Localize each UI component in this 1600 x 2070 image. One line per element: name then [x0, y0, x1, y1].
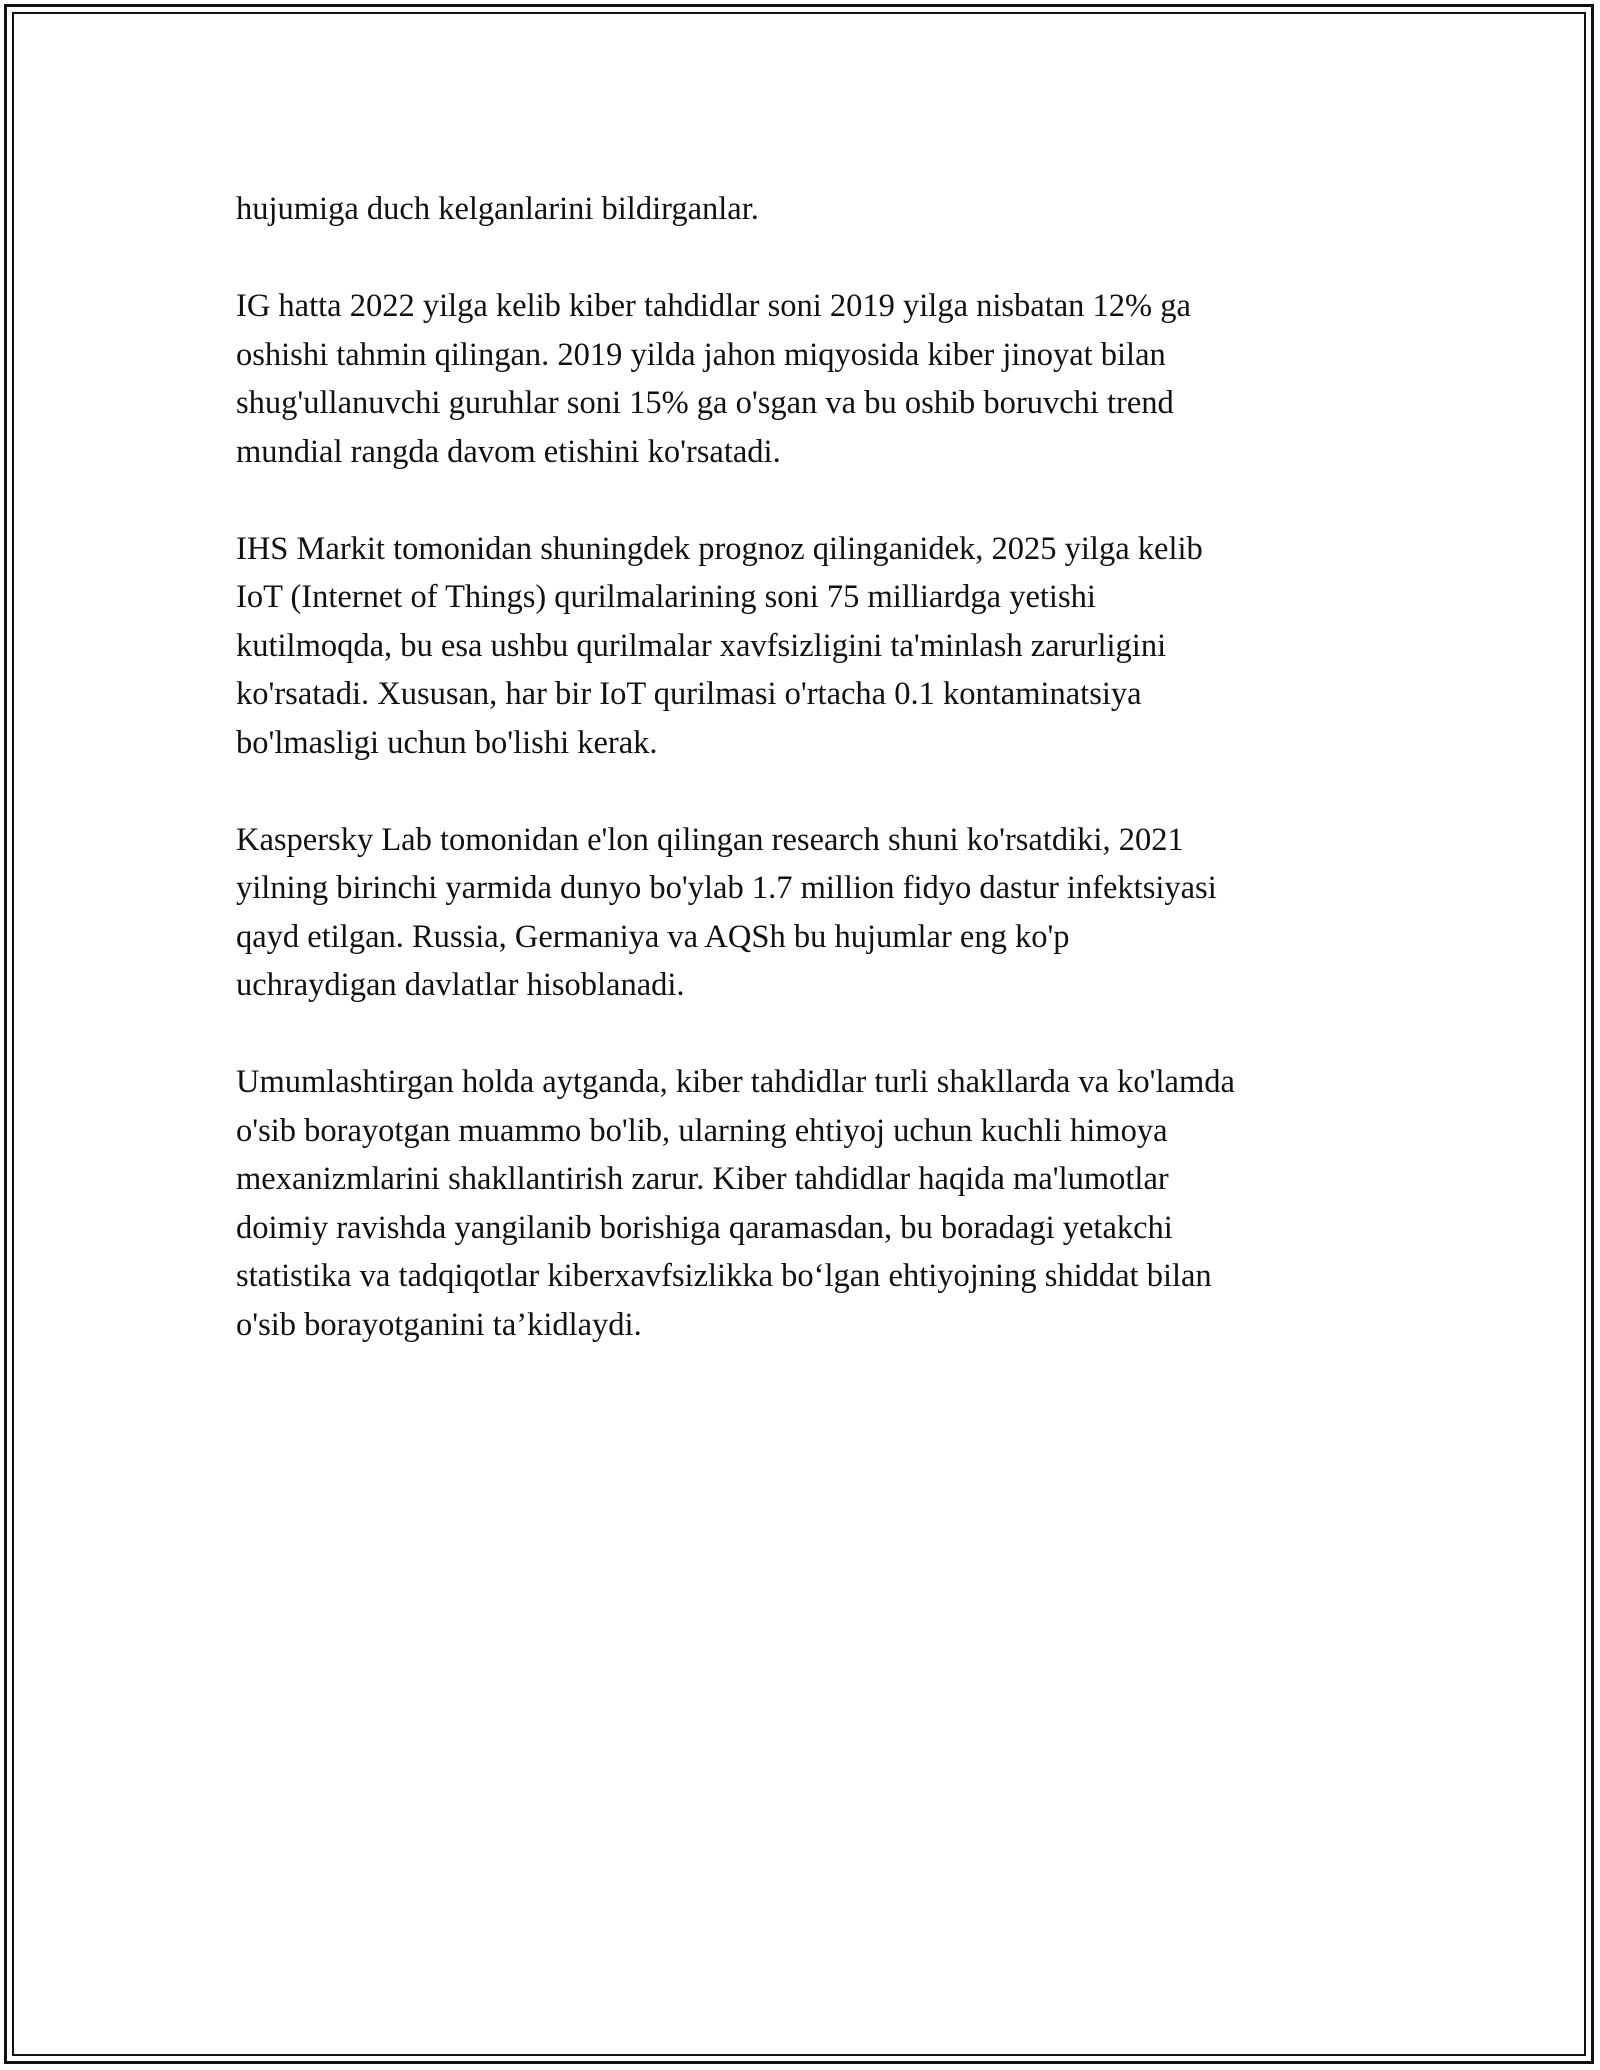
paragraph-5	[236, 1058, 1386, 1349]
text-line: Umumlashtirgan holda aytganda, kiber tahdidlar turli shakllarda va ko'lamda	[236, 1064, 1235, 1100]
text-line: IG hatta 2022 yilga kelib kiber tahdidlar soni 2019 yilga nisbatan 12% ga	[236, 288, 1191, 324]
text-line: Kaspersky Lab tomonidan e'lon qilingan research shuni ko'rsatdiki, 2021	[236, 821, 1184, 858]
text-line: mexanizmlarini shakllantirish zarur. Kiber tahdidlar haqida ma'lumotlar	[236, 1161, 1169, 1197]
paragraph-2	[236, 282, 1386, 476]
text-line: bo'lmasligi uchun bo'lishi kerak.	[236, 724, 658, 761]
text-line: IHS Markit tomonidan shuningdek prognoz qilinganidek, 2025 yilga kelib	[236, 530, 1203, 567]
paragraph-3	[236, 525, 1386, 768]
text-line: shug'ullanuvchi guruhlar soni 15% ga o'sgan va bu oshib boruvchi trend	[236, 385, 1174, 421]
text-line: o'sib borayotgan muammo bo'lib, ularning ehtiyoj uchun kuchli himoya	[236, 1112, 1168, 1149]
text-line: doimiy ravishda yangilanib borishiga qaramasdan, bu boradagi yetakchi	[236, 1209, 1173, 1246]
text-line: statistika va tadqiqotlar kiberxavfsizlikka bo‘lgan ehtiyojning shiddat bilan	[236, 1258, 1212, 1294]
text-line: mundial rangda davom etishini ko'rsatadi.	[236, 433, 781, 470]
text-line: uchraydigan davlatlar hisoblanadi.	[236, 967, 685, 1003]
paragraph-1	[236, 185, 1386, 234]
paragraph-4	[236, 816, 1386, 1010]
text-line: ko'rsatadi. Xususan, har bir IoT qurilmasi o'rtacha 0.1 kontaminatsiya	[236, 676, 1142, 712]
document-body	[236, 185, 1386, 1398]
text-line: kutilmoqda, bu esa ushbu qurilmalar xavfsizligini ta'minlash zarurligini	[236, 627, 1167, 664]
text-line: yilning birinchi yarmida dunyo bo'ylab 1.7 million fidyo dastur infektsiyasi	[236, 870, 1217, 906]
text-line: oshishi tahmin qilingan. 2019 yilda jahon miqyosida kiber jinoyat bilan	[236, 336, 1166, 373]
text-line: o'sib borayotganini ta’kidlaydi.	[236, 1306, 642, 1343]
text-line: hujumiga duch kelganlarini bildirganlar.	[236, 191, 759, 227]
text-line: qayd etilgan. Russia, Germaniya va AQSh bu hujumlar eng ko'p	[236, 918, 1070, 955]
text-line: IoT (Internet of Things) qurilmalarining soni 75 milliardga yetishi	[236, 579, 1096, 615]
